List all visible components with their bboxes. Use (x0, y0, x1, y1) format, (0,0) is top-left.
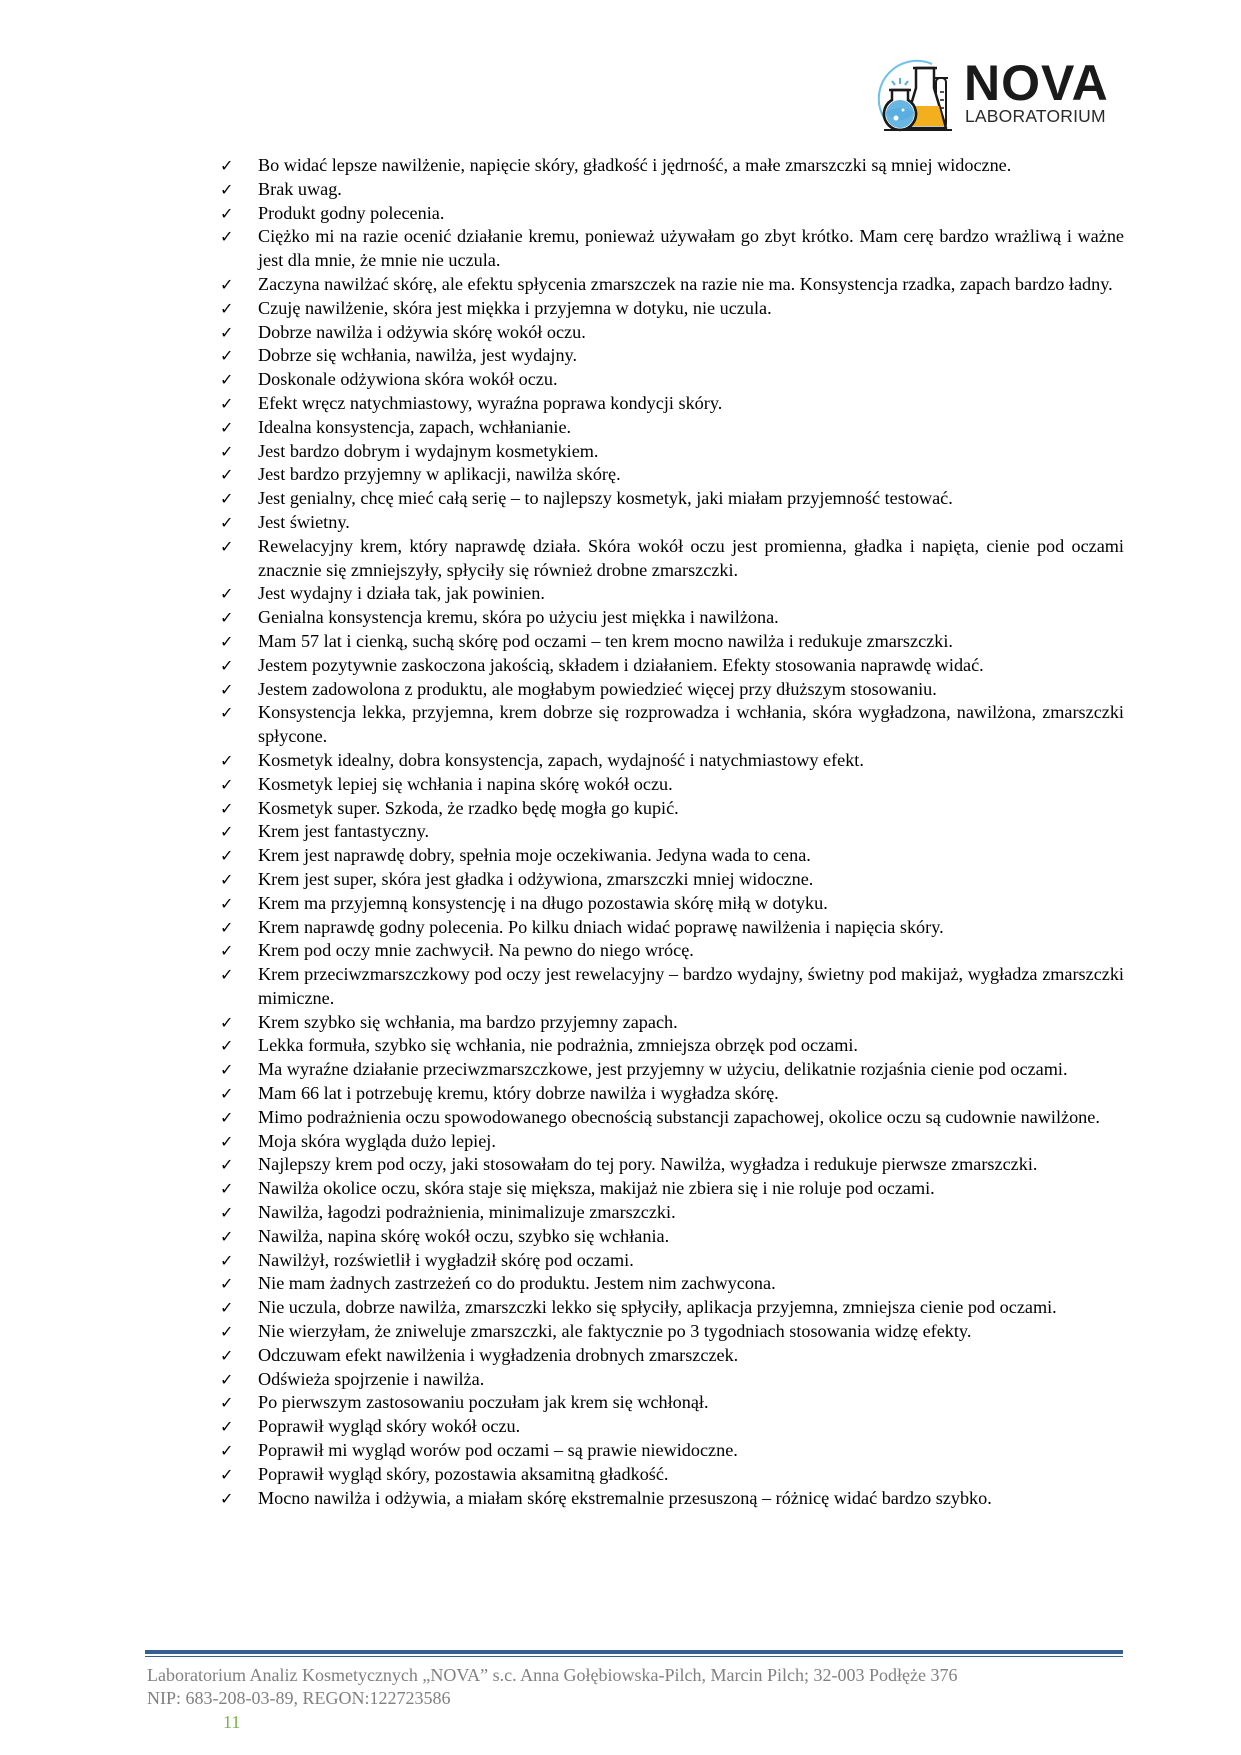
check-mark-icon: ✓ (220, 1179, 234, 1199)
comment-item (218, 1368, 1124, 1392)
comment-item (218, 1272, 1124, 1296)
comment-item (218, 630, 1124, 654)
comment-item (218, 1320, 1124, 1344)
lab-flasks-icon (872, 56, 962, 136)
comments-list (218, 154, 1124, 1510)
comment-text: Poprawił mi wygląd worów pod oczami – są prawie niewidoczne. (258, 1440, 738, 1461)
footer-line-company: Laboratorium Analiz Kosmetycznych „NOVA” s.c. Anna Gołębiowska-Pilch, Marcin Pilch; 32-003 Podłęże 376 (147, 1665, 958, 1685)
comment-item (218, 416, 1124, 440)
check-mark-icon: ✓ (220, 156, 234, 175)
comment-item (218, 321, 1124, 345)
check-mark-icon: ✓ (220, 774, 234, 794)
check-mark-icon: ✓ (220, 917, 234, 937)
comment-text: Nawilża okolice oczu, skóra staje się miększa, makijaż nie zbiera się i nie roluje pod oczami. (258, 1178, 935, 1199)
check-mark-icon: ✓ (220, 1084, 234, 1104)
comment-text: Odświeża spojrzenie i nawilża. (258, 1368, 485, 1389)
comment-text: Idealna konsystencja, zapach, wchłanianie. (258, 416, 572, 437)
check-mark-icon: ✓ (220, 631, 234, 651)
comment-item (218, 1058, 1124, 1082)
comment-text: Mam 57 lat i cienką, suchą skórę pod oczami – ten krem mocno nawilża i redukuje zmarszczki. (258, 630, 953, 651)
comment-text: Konsystencja lekka, przyjemna, krem dobrze się rozprowadza i wchłania, skóra wygładzona, nawilżona, zmarszczki spłycone. (258, 702, 1124, 747)
logo-subtitle: LABORATORIUM (965, 106, 1106, 126)
comment-item (218, 1487, 1124, 1511)
comment-item (218, 1106, 1124, 1130)
check-mark-icon: ✓ (220, 1369, 234, 1389)
comment-text: Produkt godny polecenia. (258, 202, 445, 223)
footer-line-tax-ids: NIP: 683-208-03-89, REGON:122723586 (147, 1688, 451, 1708)
comment-item (218, 225, 1124, 273)
comment-text: Krem pod oczy mnie zachwycił. Na pewno do niego wrócę. (258, 940, 694, 961)
check-mark-icon: ✓ (220, 489, 234, 509)
comment-text: Jest świetny. (258, 511, 350, 532)
check-mark-icon: ✓ (220, 370, 234, 390)
comment-item (218, 344, 1124, 368)
comment-item (218, 749, 1124, 773)
comment-item (218, 273, 1124, 297)
comment-item (218, 1296, 1124, 1320)
check-mark-icon: ✓ (220, 393, 234, 413)
comment-item (218, 1201, 1124, 1225)
comment-text: Jest bardzo dobrym i wydajnym kosmetykiem. (258, 440, 599, 461)
check-mark-icon: ✓ (220, 227, 234, 247)
comment-text: Czuję nawilżenie, skóra jest miękka i przyjemna w dotyku, nie uczula. (258, 297, 772, 318)
check-mark-icon: ✓ (220, 1155, 234, 1175)
comment-text: Jest genialny, chcę mieć całą serię – to najlepszy kosmetyk, jaki miałam przyjemność testować. (258, 488, 953, 509)
comment-text: Dobrze się wchłania, nawilża, jest wydajny. (258, 345, 578, 366)
comment-item (218, 773, 1124, 797)
comment-text: Krem przeciwzmarszczkowy pod oczy jest rewelacyjny – bardzo wydajny, świetny pod makijaż, wygładza zmarszczki mimiczne. (258, 964, 1124, 1008)
check-mark-icon: ✓ (220, 1322, 234, 1342)
comment-text: Efekt wręcz natychmiastowy, wyraźna poprawa kondycji skóry. (258, 392, 723, 413)
comment-item (218, 1344, 1124, 1368)
comment-text: Kosmetyk super. Szkoda, że rzadko będę mogła go kupić. (258, 797, 679, 818)
comment-item (218, 1153, 1124, 1177)
comment-text: Po pierwszym zastosowaniu poczułam jak krem się wchłonął. (258, 1392, 709, 1413)
comment-item (218, 1130, 1124, 1154)
comment-item (218, 701, 1124, 749)
comment-item (218, 820, 1124, 844)
check-mark-icon: ✓ (220, 893, 234, 913)
comment-text: Dobrze nawilża i odżywia skórę wokół oczu. (258, 321, 586, 342)
check-mark-icon: ✓ (220, 655, 234, 675)
comment-text: Ciężko mi na razie ocenić działanie kremu, ponieważ używałam go zbyt krótko. Mam cerę bardzo wrażliwą i ważne jest dla mnie, że mnie nie uczula. (258, 226, 1124, 271)
check-mark-icon: ✓ (220, 274, 234, 294)
comment-item (218, 1177, 1124, 1201)
comment-item (218, 368, 1124, 392)
comment-text: Krem jest fantastyczny. (258, 821, 430, 842)
check-mark-icon: ✓ (220, 1060, 234, 1080)
check-mark-icon: ✓ (220, 1274, 234, 1294)
comment-text: Krem naprawdę godny polecenia. Po kilku dniach widać poprawę nawilżenia i napięcia skóry. (258, 916, 944, 937)
check-mark-icon: ✓ (220, 608, 234, 628)
comment-text: Kosmetyk lepiej się wchłania i napina skórę wokół oczu. (258, 773, 673, 794)
comment-item (218, 202, 1124, 226)
comment-text: Nie wierzyłam, że zniweluje zmarszczki, ale faktycznie po 3 tygodniach stosowania widzę efekty. (258, 1321, 972, 1342)
check-mark-icon: ✓ (220, 798, 234, 818)
footer-address (147, 1664, 958, 1710)
comment-item (218, 440, 1124, 464)
comment-item (218, 1463, 1124, 1487)
check-mark-icon: ✓ (220, 417, 234, 437)
check-mark-icon: ✓ (220, 1298, 234, 1318)
check-mark-icon: ✓ (220, 1417, 234, 1437)
comment-text: Mam 66 lat i potrzebuję kremu, który dobrze nawilża i wygładza skórę. (258, 1083, 779, 1104)
comment-text: Nawilża, łagodzi podrażnienia, minimalizuje zmarszczki. (258, 1202, 676, 1223)
comment-text: Bo widać lepsze nawilżenie, napięcie skóry, gładkość i jędrność, a małe zmarszczki są mniej widoczne. (258, 155, 1012, 175)
check-mark-icon: ✓ (220, 846, 234, 866)
comment-item (218, 654, 1124, 678)
comment-text: Ma wyraźne działanie przeciwzmarszczkowe, jest przyjemny w użyciu, delikatnie rozjaśnia cienie pod oczami. (258, 1059, 1068, 1080)
comment-item (218, 606, 1124, 630)
comment-item (218, 939, 1124, 963)
comment-text: Poprawił wygląd skóry, pozostawia aksamitną gładkość. (258, 1463, 669, 1484)
comment-text: Lekka formuła, szybko się wchłania, nie podrażnia, zmniejsza obrzęk pod oczami. (258, 1035, 858, 1056)
comment-item (218, 892, 1124, 916)
check-mark-icon: ✓ (220, 465, 234, 485)
check-mark-icon: ✓ (220, 869, 234, 889)
check-mark-icon: ✓ (220, 1393, 234, 1413)
comment-item (218, 487, 1124, 511)
check-mark-icon: ✓ (220, 965, 234, 985)
comment-text: Jest wydajny i działa tak, jak powinien. (258, 583, 545, 604)
comment-text: Jest bardzo przyjemny w aplikacji, nawilża skórę. (258, 464, 621, 485)
comment-text: Krem jest super, skóra jest gładka i odżywiona, zmarszczki mniej widoczne. (258, 868, 814, 889)
page-number: 11 (223, 1712, 241, 1732)
check-mark-icon: ✓ (220, 1226, 234, 1246)
comment-item (218, 868, 1124, 892)
comment-text: Odczuwam efekt nawilżenia i wygładzenia drobnych zmarszczek. (258, 1344, 739, 1365)
check-mark-icon: ✓ (220, 1345, 234, 1365)
comment-text: Moja skóra wygląda dużo lepiej. (258, 1130, 496, 1151)
comment-item (218, 797, 1124, 821)
comment-item (218, 535, 1124, 583)
footer-divider (145, 1650, 1123, 1657)
comment-item (218, 1249, 1124, 1273)
comment-item (218, 1082, 1124, 1106)
check-mark-icon: ✓ (220, 512, 234, 532)
check-mark-icon: ✓ (220, 1488, 234, 1508)
check-mark-icon: ✓ (220, 1464, 234, 1484)
check-mark-icon: ✓ (220, 536, 234, 556)
comment-text: Kosmetyk idealny, dobra konsystencja, zapach, wydajność i natychmiastowy efekt. (258, 749, 864, 770)
comment-item (218, 1011, 1124, 1035)
check-mark-icon: ✓ (220, 203, 234, 223)
comment-text: Krem jest naprawdę dobry, spełnia moje oczekiwania. Jedyna wada to cena. (258, 845, 811, 866)
comment-item (218, 1439, 1124, 1463)
comment-text: Krem ma przyjemną konsystencję i na długo pozostawia skórę miłą w dotyku. (258, 892, 828, 913)
check-mark-icon: ✓ (220, 441, 234, 461)
comment-item (218, 916, 1124, 940)
comment-text: Krem szybko się wchłania, ma bardzo przyjemny zapach. (258, 1011, 678, 1032)
comment-item (218, 1225, 1124, 1249)
check-mark-icon: ✓ (220, 1441, 234, 1461)
check-mark-icon: ✓ (220, 1012, 234, 1032)
check-mark-icon: ✓ (220, 322, 234, 342)
nova-laboratorium-logo (872, 56, 1117, 136)
comment-item (218, 1391, 1124, 1415)
check-mark-icon: ✓ (220, 346, 234, 366)
check-mark-icon: ✓ (220, 1131, 234, 1151)
comment-text: Mimo podrażnienia oczu spowodowanego obecnością substancji zapachowej, okolice oczu są cudownie nawilżone. (258, 1106, 1100, 1127)
comment-text: Nie mam żadnych zastrzeżeń co do produktu. Jestem nim zachwycona. (258, 1273, 776, 1294)
comment-item (218, 1415, 1124, 1439)
comment-text: Nie uczula, dobrze nawilża, zmarszczki lekko się spłyciły, aplikacja przyjemna, zmniejsza cienie pod oczami. (258, 1297, 1057, 1318)
check-mark-icon: ✓ (220, 750, 234, 770)
check-mark-icon: ✓ (220, 1036, 234, 1056)
check-mark-icon: ✓ (220, 179, 234, 199)
check-mark-icon: ✓ (220, 298, 234, 318)
comment-text: Brak uwag. (258, 178, 342, 199)
comment-item (218, 463, 1124, 487)
comment-text: Nawilżył, rozświetlił i wygładził skórę pod oczami. (258, 1249, 634, 1270)
comment-text: Jestem pozytywnie zaskoczona jakością, składem i działaniem. Efekty stosowania naprawdę widać. (258, 654, 984, 675)
comment-text: Poprawił wygląd skóry wokół oczu. (258, 1416, 521, 1437)
comment-item (218, 582, 1124, 606)
check-mark-icon: ✓ (220, 1203, 234, 1223)
comment-item (218, 678, 1124, 702)
check-mark-icon: ✓ (220, 941, 234, 961)
comment-text: Genialna konsystencja kremu, skóra po użyciu jest miękka i nawilżona. (258, 607, 779, 628)
comment-item (218, 1034, 1124, 1058)
check-mark-icon: ✓ (220, 679, 234, 699)
comment-item (218, 844, 1124, 868)
comment-text: Zaczyna nawilżać skórę, ale efektu spłycenia zmarszczek na razie nie ma. Konsystencja rzadka, zapach bardzo ładny. (258, 273, 1113, 294)
comment-text: Doskonale odżywiona skóra wokół oczu. (258, 369, 558, 390)
comment-text: Nawilża, napina skórę wokół oczu, szybko się wchłania. (258, 1225, 670, 1246)
check-mark-icon: ✓ (220, 822, 234, 842)
check-mark-icon: ✓ (220, 703, 234, 723)
comment-text: Rewelacyjny krem, który naprawdę działa. Skóra wokół oczu jest promienna, gładka i napięta, cienie pod oczami znacznie się zmniejszyły, spłyciły się również drobne zmarszczki. (258, 535, 1124, 580)
comment-item (218, 392, 1124, 416)
comment-item (218, 511, 1124, 535)
logo-wordmark: NOVA (964, 55, 1109, 111)
check-mark-icon: ✓ (220, 584, 234, 604)
comment-item (218, 154, 1124, 178)
comment-item (218, 963, 1124, 1011)
comment-item (218, 178, 1124, 202)
comment-text: Mocno nawilża i odżywia, a miałam skórę ekstremalnie przesuszoną – różnicę widać bardzo szybko. (258, 1487, 992, 1508)
comment-text: Najlepszy krem pod oczy, jaki stosowałam do tej pory. Nawilża, wygładza i redukuje pierwsze zmarszczki. (258, 1154, 1038, 1175)
check-mark-icon: ✓ (220, 1250, 234, 1270)
check-mark-icon: ✓ (220, 1107, 234, 1127)
comment-text: Jestem zadowolona z produktu, ale mogłabym powiedzieć więcej przy dłuższym stosowaniu. (258, 678, 937, 699)
comment-item (218, 297, 1124, 321)
